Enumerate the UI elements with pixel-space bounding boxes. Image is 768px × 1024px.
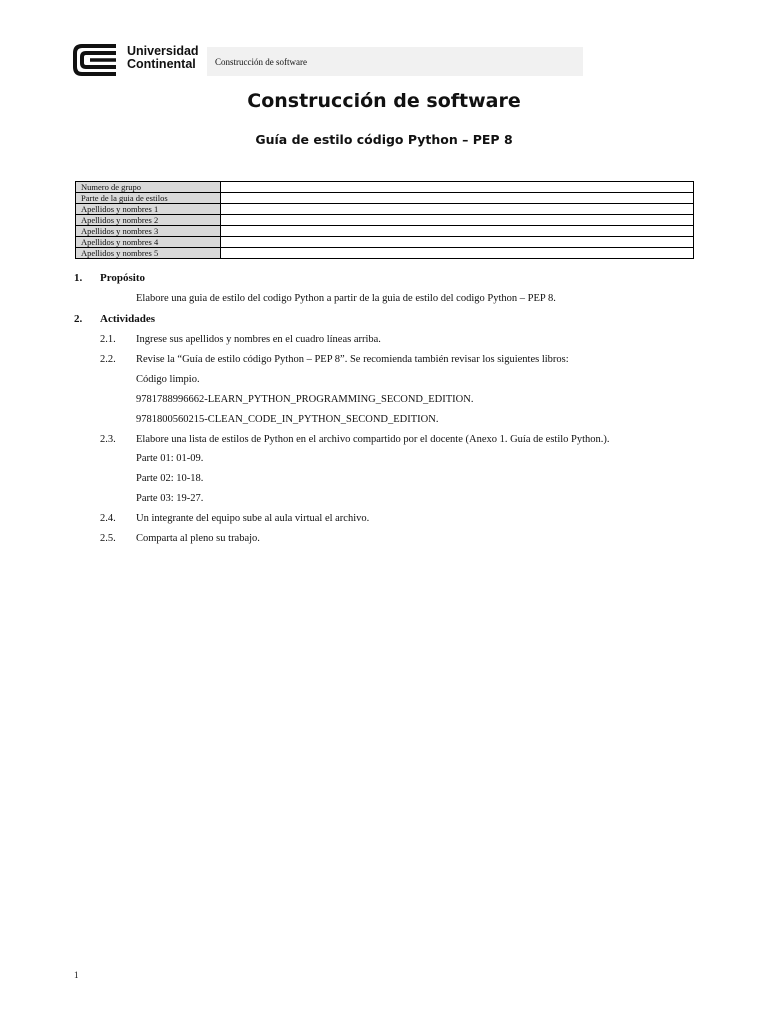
purpose-text: Elabore una guia de estilo del codigo Python a partir de la guia de estilo del codigo Python – PEP 8. xyxy=(136,293,556,304)
info-table xyxy=(75,181,694,259)
page-number: 1 xyxy=(74,970,79,980)
table-row xyxy=(76,237,694,248)
table-value[interactable] xyxy=(221,193,694,204)
list-item-text: Parte 02: 10-18. xyxy=(136,473,204,484)
table-row xyxy=(76,226,694,237)
table-label: Apellidos y nombres 2 xyxy=(76,215,221,226)
page-header xyxy=(72,41,583,78)
table-value[interactable] xyxy=(221,226,694,237)
university-name xyxy=(127,45,199,71)
list-item-number: 2.1. xyxy=(100,334,116,345)
list-item-text: Revise la “Guía de estilo código Python – PEP 8”. Se recomienda también revisar los siguientes libros: xyxy=(136,354,569,365)
university-logo-icon xyxy=(72,43,118,77)
section-number: 2. xyxy=(74,313,83,325)
table-value[interactable] xyxy=(221,248,694,259)
header-course-name: Construcción de software xyxy=(215,57,307,67)
document-title: Construcción de software xyxy=(247,90,521,112)
header-course-box xyxy=(207,47,583,76)
list-item-number: 2.2. xyxy=(100,354,116,365)
section-title: Actividades xyxy=(100,313,155,325)
table-row xyxy=(76,204,694,215)
section-number: 1. xyxy=(74,272,83,284)
table-value[interactable] xyxy=(221,215,694,226)
list-item-text: Un integrante del equipo sube al aula virtual el archivo. xyxy=(136,513,370,524)
list-item-text: Parte 03: 19-27. xyxy=(136,493,204,504)
list-item-text: Comparta al pleno su trabajo. xyxy=(136,533,260,544)
table-label: Apellidos y nombres 4 xyxy=(76,237,221,248)
list-item-number: 2.3. xyxy=(100,434,116,445)
document-subtitle: Guía de estilo código Python – PEP 8 xyxy=(255,132,513,147)
table-label: Apellidos y nombres 5 xyxy=(76,248,221,259)
table-row xyxy=(76,248,694,259)
list-item-number: 2.4. xyxy=(100,513,116,524)
list-item-text: 9781788996662-LEARN_PYTHON_PROGRAMMING_SECOND_EDITION. xyxy=(136,394,474,405)
table-row xyxy=(76,182,694,193)
list-item-text: Elabore una lista de estilos de Python en el archivo compartido por el docente (Anexo 1. Guía de estilo Python.). xyxy=(136,434,610,445)
university-name-line2: Continental xyxy=(127,57,196,71)
table-label: Apellidos y nombres 3 xyxy=(76,226,221,237)
table-label: Parte de la guia de estilos xyxy=(76,193,221,204)
university-name-line1: Universidad xyxy=(127,44,199,58)
list-item-text: 9781800560215-CLEAN_CODE_IN_PYTHON_SECOND_EDITION. xyxy=(136,414,439,425)
table-value[interactable] xyxy=(221,204,694,215)
table-label: Numero de grupo xyxy=(76,182,221,193)
list-item-text: Parte 01: 01-09. xyxy=(136,453,204,464)
list-item-text: Código limpio. xyxy=(136,374,200,385)
table-row xyxy=(76,215,694,226)
list-item-text: Ingrese sus apellidos y nombres en el cuadro líneas arriba. xyxy=(136,334,381,345)
section-title: Propósito xyxy=(100,272,146,284)
table-row xyxy=(76,193,694,204)
table-value[interactable] xyxy=(221,182,694,193)
table-value[interactable] xyxy=(221,237,694,248)
list-item-number: 2.5. xyxy=(100,533,116,544)
table-label: Apellidos y nombres 1 xyxy=(76,204,221,215)
